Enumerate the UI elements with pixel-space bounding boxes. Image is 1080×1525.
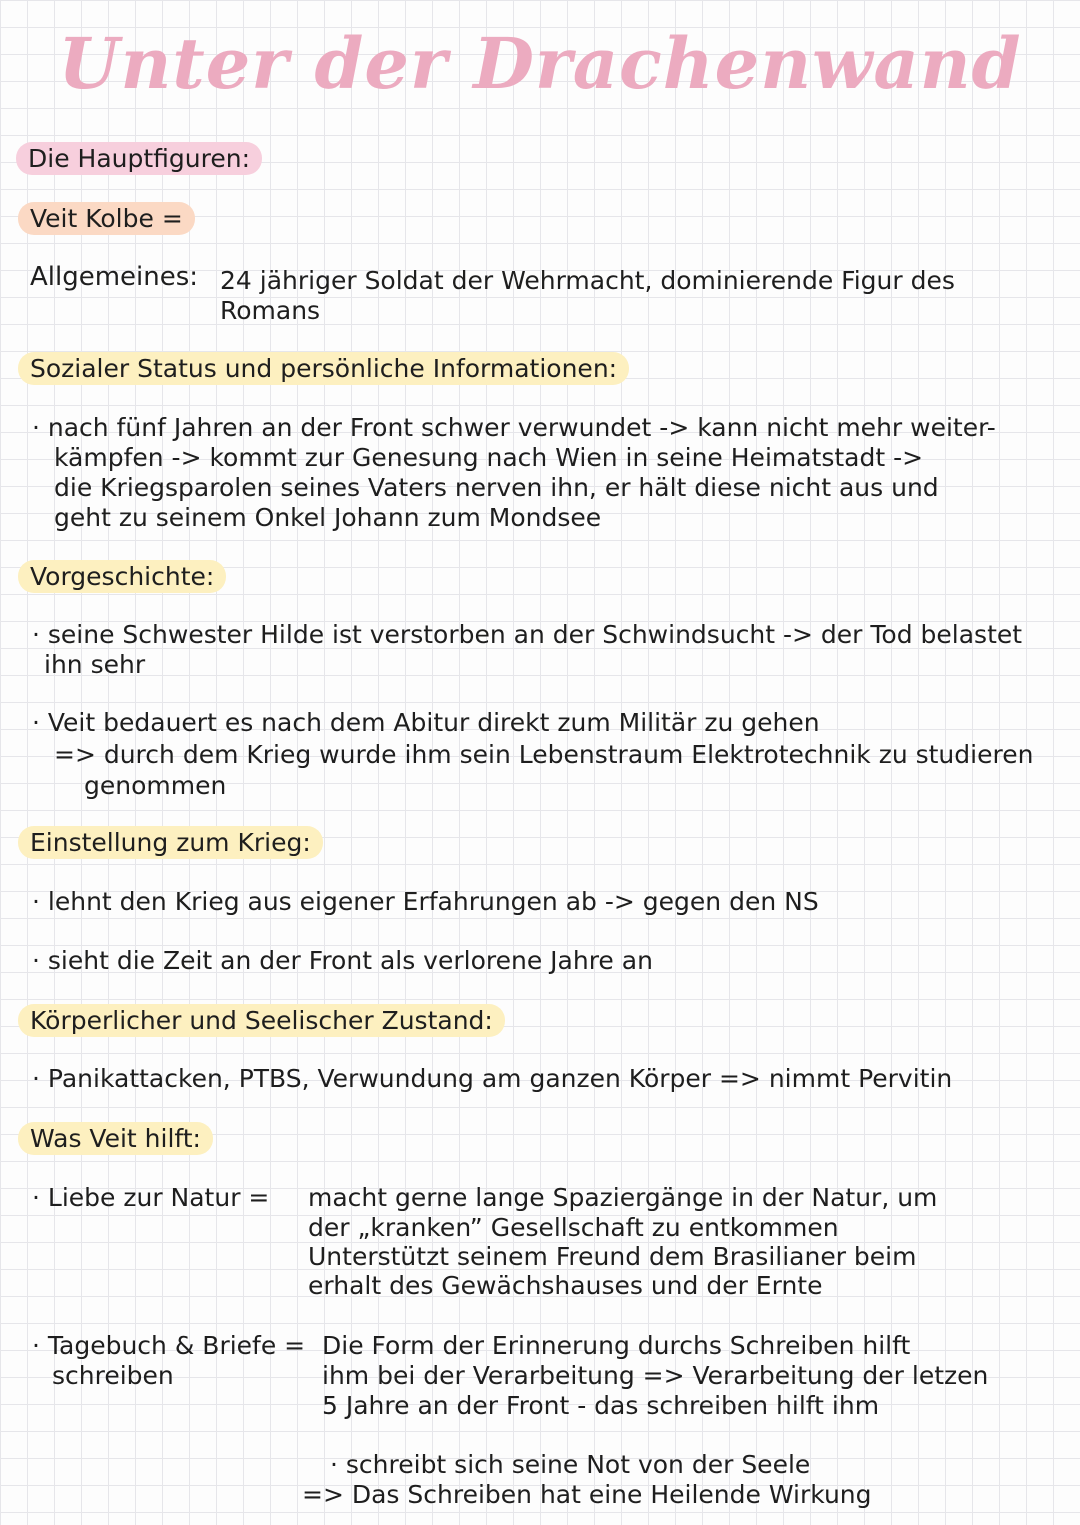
allgemeines-line-2: Romans: [220, 296, 321, 325]
hilft-natur-line-1: macht gerne lange Spaziergänge in der Natur, um: [308, 1183, 938, 1212]
heading-vorgeschichte: Vorgeschichte:: [18, 560, 226, 593]
hilft-tagebuch-label: · Tagebuch & Briefe =: [32, 1331, 306, 1360]
zustand-line: · Panikattacken, PTBS, Verwundung am ganzen Körper => nimmt Pervitin: [32, 1064, 953, 1093]
hilft-tagebuch-line-2: ihm bei der Verarbeitung => Verarbeitung der letzen: [322, 1361, 989, 1390]
vorgeschichte-p2-line-3: genommen: [84, 771, 227, 800]
heading-veit-kolbe: Veit Kolbe =: [18, 202, 195, 235]
hilft-natur-line-2: der „kranken” Gesellschaft zu entkommen: [308, 1213, 839, 1242]
vorgeschichte-p2-line-1: · Veit bedauert es nach dem Abitur direkt zum Militär zu gehen: [32, 708, 820, 737]
heading-sozialer-status: Sozialer Status und persönliche Informationen:: [18, 352, 629, 385]
hilft-natur-line-3: Unterstützt seinem Freund dem Brasilianer beim: [308, 1242, 917, 1271]
sozial-line-1: · nach fünf Jahren an der Front schwer verwundet -> kann nicht mehr weiter-: [32, 413, 996, 442]
vorgeschichte-p1-line-1: · seine Schwester Hilde ist verstorben an der Schwindsucht -> der Tod belastet: [32, 620, 1023, 649]
vorgeschichte-p1-line-2: ihn sehr: [44, 650, 146, 679]
hilft-tagebuch-line-1: Die Form der Erinnerung durchs Schreiben hilft: [322, 1331, 911, 1360]
sozial-line-4: geht zu seinem Onkel Johann zum Mondsee: [54, 503, 602, 532]
sozial-line-2: kämpfen -> kommt zur Genesung nach Wien in seine Heimatstadt ->: [54, 443, 924, 472]
heading-hauptfiguren: Die Hauptfiguren:: [16, 142, 262, 175]
hilft-tagebuch-extra-1: · schreibt sich seine Not von der Seele: [330, 1450, 811, 1479]
einstellung-line-1: · lehnt den Krieg aus eigener Erfahrungen ab -> gegen den NS: [32, 887, 819, 916]
einstellung-line-2: · sieht die Zeit an der Front als verlorene Jahre an: [32, 946, 653, 975]
heading-zustand: Körperlicher und Seelischer Zustand:: [18, 1004, 505, 1037]
allgemeines-line-1: 24 jähriger Soldat der Wehrmacht, dominierende Figur des: [220, 266, 955, 295]
hilft-tagebuch-label-2: schreiben: [52, 1361, 174, 1390]
hilft-tagebuch-line-3: 5 Jahre an der Front - das schreiben hilft ihm: [322, 1391, 880, 1420]
heading-einstellung: Einstellung zum Krieg:: [18, 826, 323, 859]
hilft-natur-line-4: erhalt des Gewächshauses und der Ernte: [308, 1271, 823, 1300]
page-title: Unter der Drachenwand: [58, 22, 1022, 105]
label-allgemeines: Allgemeines:: [30, 262, 199, 292]
sozial-line-3: die Kriegsparolen seines Vaters nerven ihn, er hält diese nicht aus und: [54, 473, 939, 502]
vorgeschichte-p2-line-2: => durch dem Krieg wurde ihm sein Lebenstraum Elektrotechnik zu studieren: [54, 740, 1034, 769]
hilft-natur-label: · Liebe zur Natur =: [32, 1183, 270, 1212]
heading-was-veit-hilft: Was Veit hilft:: [18, 1122, 213, 1155]
hilft-tagebuch-extra-2: => Das Schreiben hat eine Heilende Wirkung: [302, 1480, 872, 1509]
